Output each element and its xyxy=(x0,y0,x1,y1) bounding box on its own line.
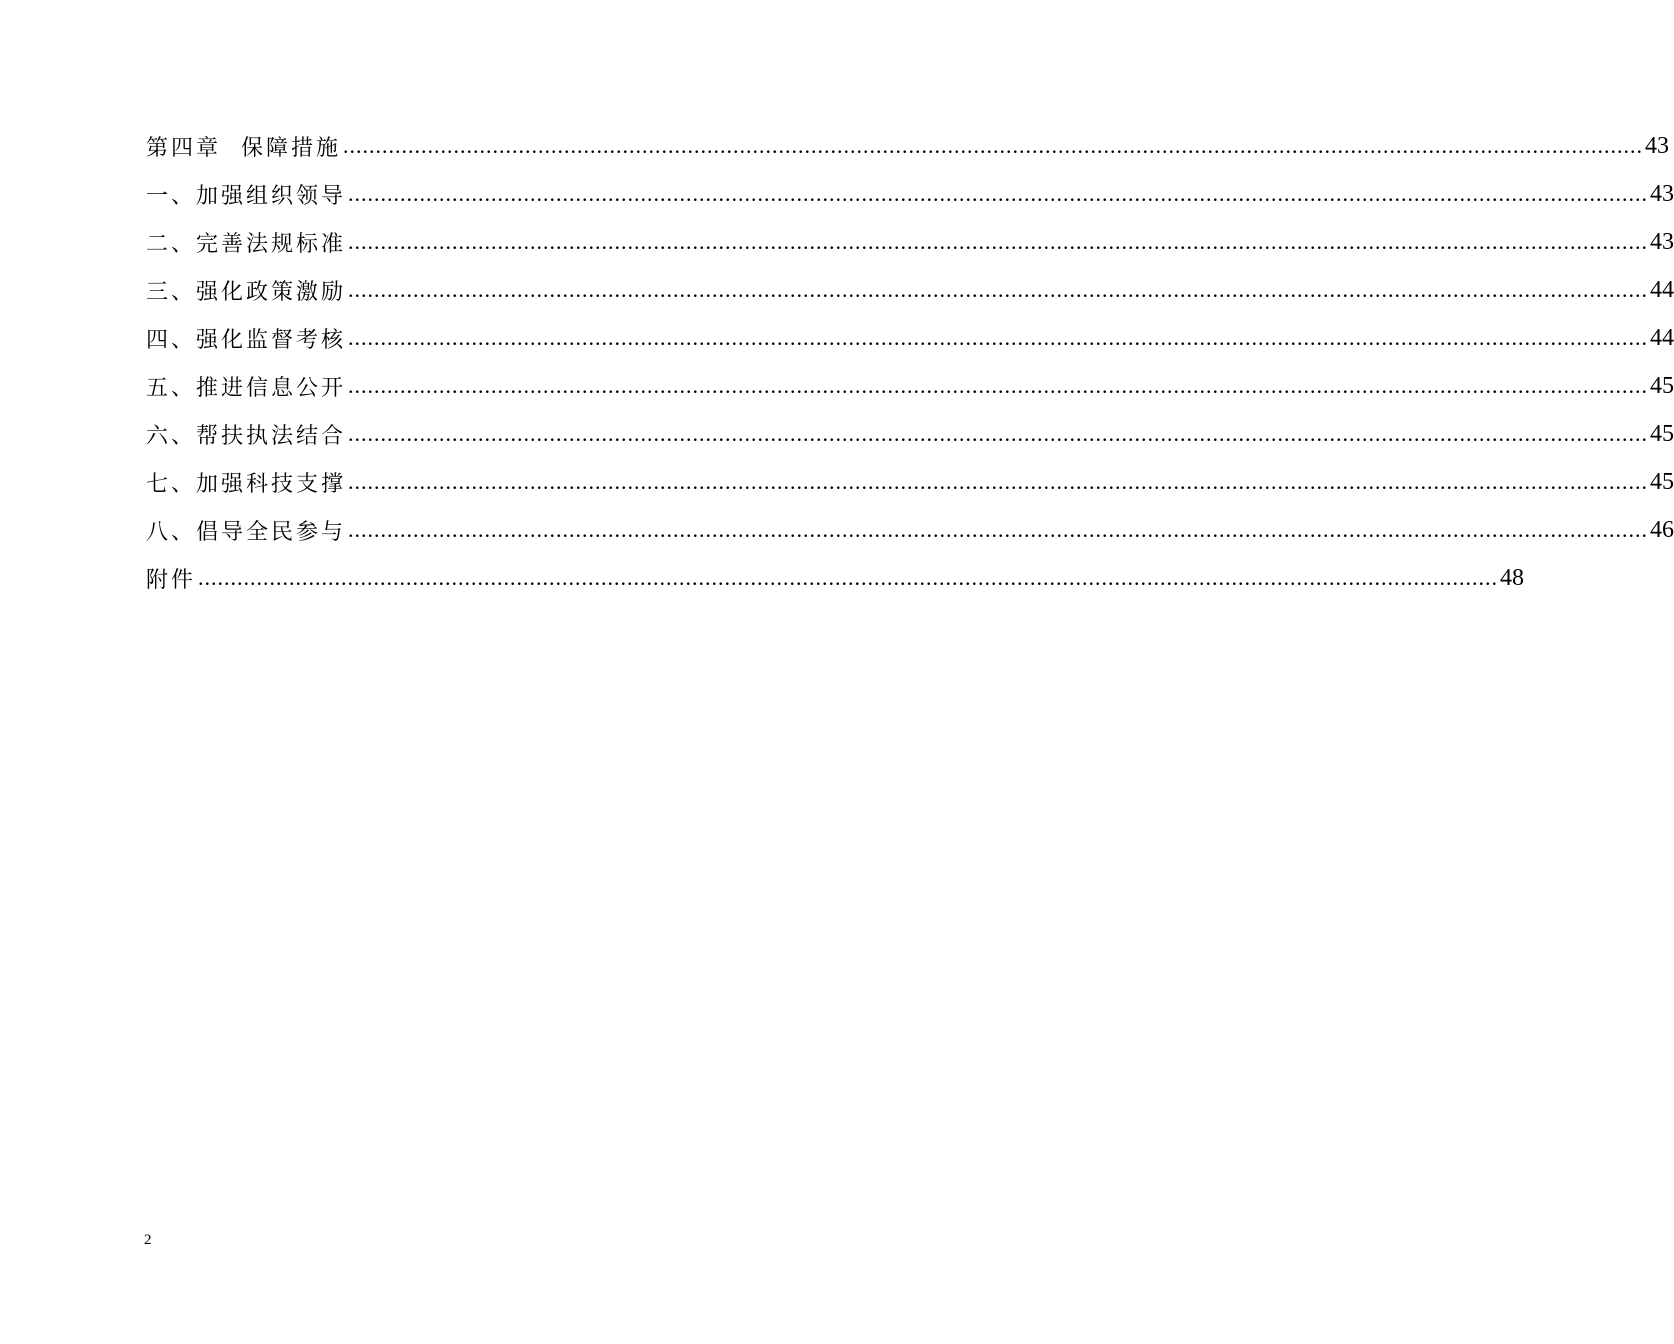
toc-entry-title: 五、推进信息公开 xyxy=(146,375,347,401)
toc-dot-leader: ........................................................................................................................................................................................................ xyxy=(343,133,1643,158)
toc-entry-page: 48 xyxy=(1500,564,1525,591)
toc-entry-page: 45 xyxy=(1650,468,1674,495)
toc-entry[interactable] xyxy=(146,266,1674,314)
toc-entry[interactable] xyxy=(146,362,1674,410)
toc-entry[interactable] xyxy=(146,458,1674,506)
toc-entry-page: 44 xyxy=(1650,324,1674,351)
page-number: 2 xyxy=(144,1232,152,1248)
toc-entry-title: 第四章 保障措施 xyxy=(146,135,341,161)
toc-entry-page: 43 xyxy=(1650,180,1674,207)
toc-dot-leader: ........................................................................................................................................................................................................ xyxy=(348,517,1649,542)
toc-entry-title: 三、强化政策激励 xyxy=(146,279,347,305)
toc-dot-leader: ........................................................................................................................................................................................................ xyxy=(348,229,1649,254)
toc-entry-page: 43 xyxy=(1645,132,1669,159)
toc-entry-page: 45 xyxy=(1650,420,1674,447)
toc-entry-title: 四、强化监督考核 xyxy=(146,327,347,353)
toc-entry[interactable] xyxy=(146,122,1669,170)
toc-entry[interactable] xyxy=(146,170,1674,218)
toc-entry-title: 一、加强组织领导 xyxy=(146,183,347,209)
toc-entry-page: 45 xyxy=(1650,372,1674,399)
table-of-contents xyxy=(146,122,1674,602)
toc-entry[interactable] xyxy=(146,410,1674,458)
toc-dot-leader: ........................................................................................................................................................................................................ xyxy=(348,325,1649,350)
toc-dot-leader: ........................................................................................................................................................................................................ xyxy=(348,469,1649,494)
toc-entry[interactable] xyxy=(146,314,1674,362)
toc-entry-title: 七、加强科技支撑 xyxy=(146,471,347,497)
toc-dot-leader: ........................................................................................................................................................................................................ xyxy=(348,181,1649,206)
toc-dot-leader: ........................................................................................................................................................................................................ xyxy=(198,565,1499,590)
toc-entry[interactable] xyxy=(146,554,1525,602)
toc-entry-page: 44 xyxy=(1650,276,1674,303)
toc-entry-title: 二、完善法规标准 xyxy=(146,231,347,257)
toc-entry-page: 46 xyxy=(1650,516,1674,543)
toc-dot-leader: ........................................................................................................................................................................................................ xyxy=(348,373,1649,398)
toc-entry[interactable] xyxy=(146,218,1674,266)
toc-dot-leader: ........................................................................................................................................................................................................ xyxy=(348,421,1649,446)
toc-entry-title: 附件 xyxy=(146,567,197,593)
toc-entry-title: 六、帮扶执法结合 xyxy=(146,423,347,449)
toc-entry[interactable] xyxy=(146,506,1674,554)
toc-entry-title: 八、倡导全民参与 xyxy=(146,519,347,545)
toc-entry-page: 43 xyxy=(1650,228,1674,255)
toc-dot-leader: ........................................................................................................................................................................................................ xyxy=(348,277,1649,302)
